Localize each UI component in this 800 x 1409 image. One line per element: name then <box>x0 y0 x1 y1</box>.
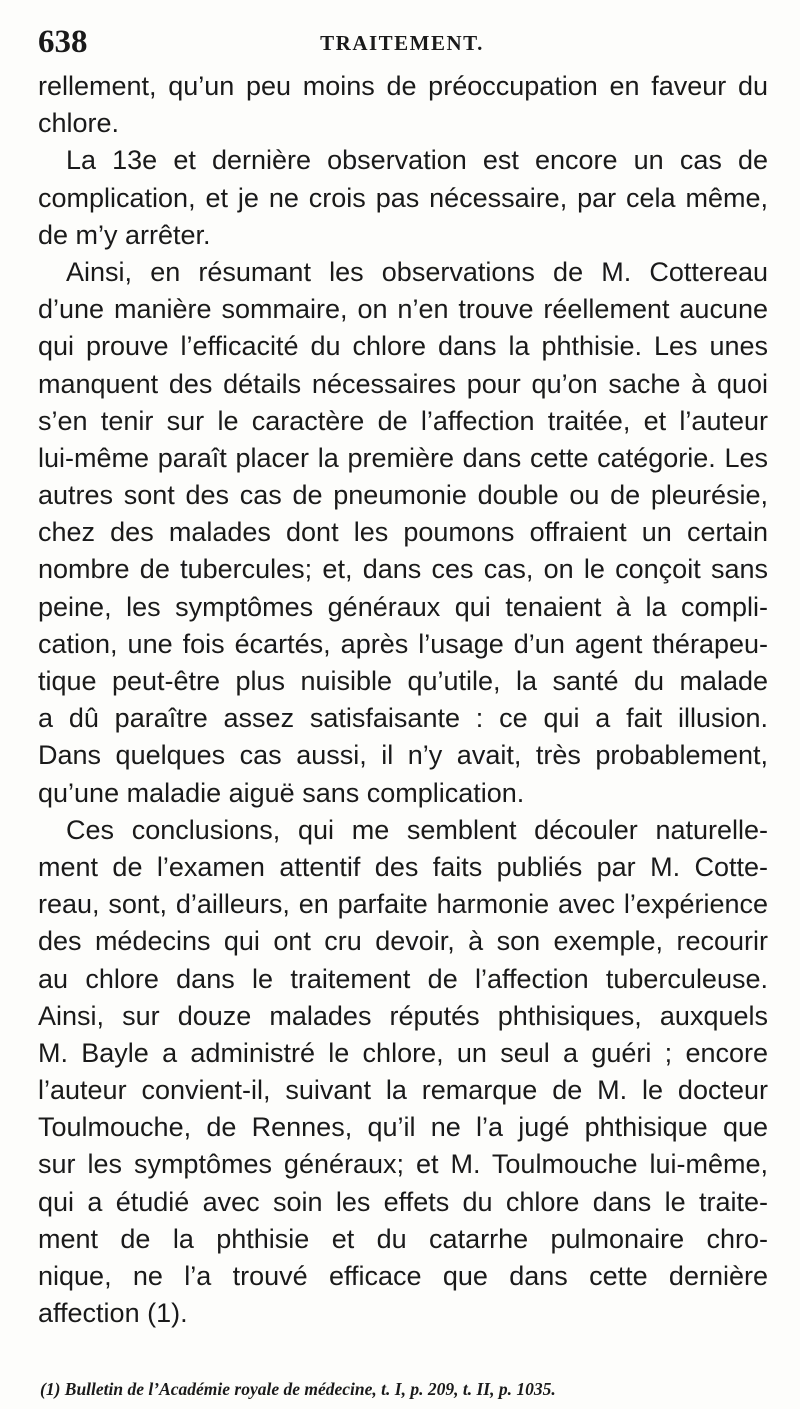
text-line: a dû paraître assez satisfaisante : ce qui a fait illusion. <box>38 703 768 734</box>
text-line: manquent des détails nécessaires pour qu’on sache à quoi <box>38 368 768 399</box>
footnote: (1) Bulletin de l’Académie royale de médecine, t. I, p. 209, t. II, p. 1035. <box>40 1379 556 1399</box>
text-line: ment de la phthisie et du catarrhe pulmonaire chro- <box>38 1223 768 1254</box>
text-line: chlore. <box>38 108 120 139</box>
page-number: 638 <box>38 24 88 60</box>
text-line: Ainsi, sur douze malades réputés phthisiques, auxquels <box>38 1000 768 1031</box>
running-head <box>38 22 766 62</box>
text-line: La 13e et dernière observation est encore un cas de <box>66 145 768 176</box>
running-title: TRAITEMENT. <box>320 31 484 55</box>
text-line: rellement, qu’un peu moins de préoccupation en faveur du <box>38 71 768 101</box>
text-line: chez des malades dont les poumons offraient un certain <box>38 517 768 548</box>
text-line: reau, sont, d’ailleurs, en parfaite harmonie avec l’expérience <box>38 889 768 920</box>
text-line: l’auteur convient-il, suivant la remarque de M. le docteur <box>38 1075 768 1106</box>
text-line: lui-même paraît placer la première dans cette catégorie. Les <box>38 442 768 473</box>
text-line: sur les symptômes généraux; et M. Toulmouche lui-même, <box>38 1149 768 1180</box>
body-text <box>38 68 768 1332</box>
text-line: au chlore dans le traitement de l’affection tuberculeuse. <box>38 963 768 994</box>
text-line: M. Bayle a administré le chlore, un seul a guéri ; encore <box>38 1037 768 1068</box>
text-line: affection (1). <box>38 1298 188 1329</box>
text-line: tique peut-être plus nuisible qu’utile, la santé du malade <box>38 666 768 696</box>
text-line: d’une manière sommaire, on n’en trouve réellement aucune <box>38 294 768 325</box>
text-line: Ces conclusions, qui me semblent découler naturelle- <box>66 814 768 845</box>
text-line: Dans quelques cas aussi, il n’y avait, très probablement, <box>38 740 768 771</box>
text-line: nique, ne l’a trouvé efficace que dans cette dernière <box>38 1261 768 1291</box>
text-line: qui prouve l’efficacité du chlore dans la phthisie. Les unes <box>38 331 768 362</box>
text-line: peine, les symptômes généraux qui tenaient à la compli- <box>38 591 768 622</box>
text-line: nombre de tubercules; et, dans ces cas, on le conçoit sans <box>38 554 768 585</box>
text-line: des médecins qui ont cru devoir, à son exemple, recourir <box>38 926 768 957</box>
text-line: complication, et je ne crois pas nécessaire, par cela même, <box>38 182 768 213</box>
text-line: s’en tenir sur le caractère de l’affection traitée, et l’auteur <box>38 405 768 436</box>
text-line: de m’y arrêter. <box>38 219 211 250</box>
text-line: Ainsi, en résumant les observations de M. Cottereau <box>66 256 768 287</box>
text-line: qu’une maladie aiguë sans complication. <box>38 777 525 808</box>
text-line: qui a étudié avec soin les effets du chlore dans le traite- <box>38 1186 768 1217</box>
text-line: Toulmouche, de Rennes, qu’il ne l’a jugé phthisique que <box>38 1112 768 1143</box>
text-line: cation, une fois écartés, après l’usage d’un agent thérapeu- <box>38 628 768 659</box>
text-line: ment de l’examen attentif des faits publiés par M. Cotte- <box>38 851 768 882</box>
text-line: autres sont des cas de pneumonie double ou de pleurésie, <box>38 480 768 511</box>
